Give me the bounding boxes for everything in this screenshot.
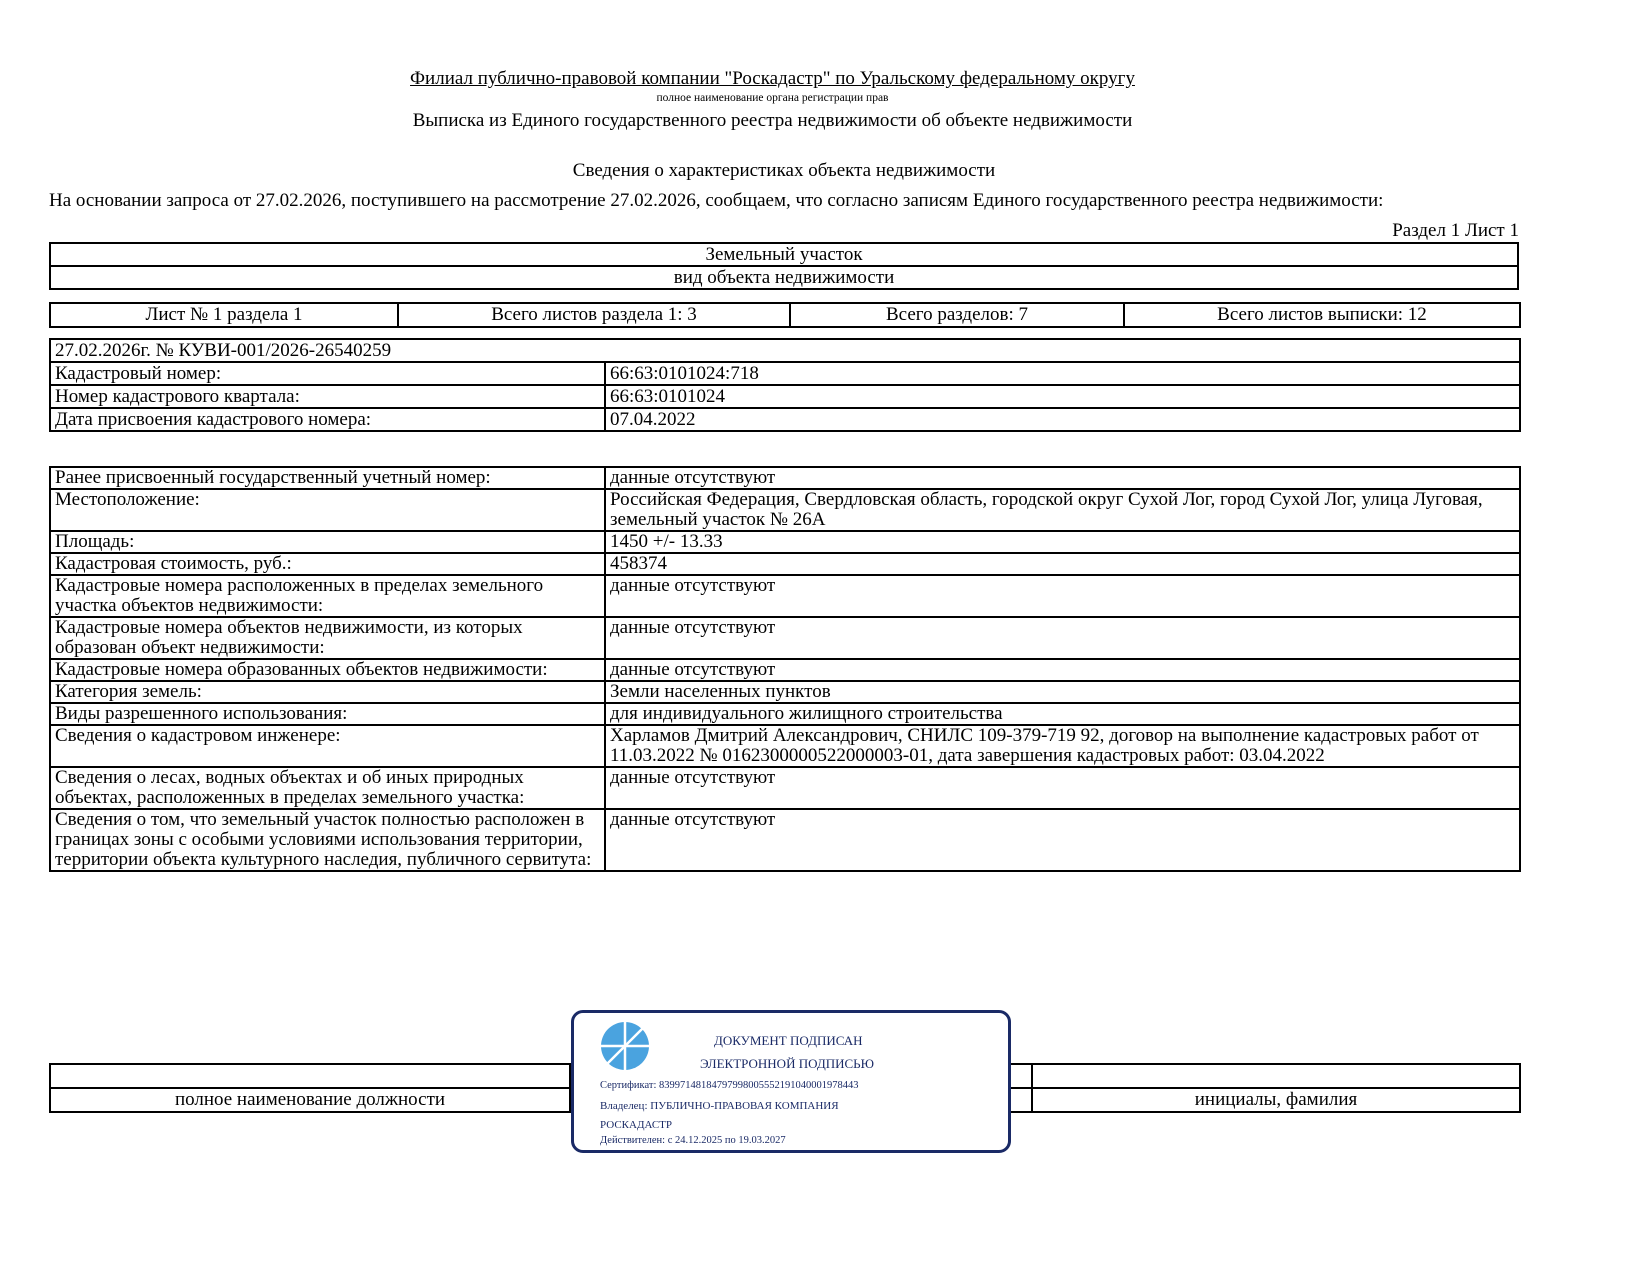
document-number: 27.02.2026г. № КУВИ-001/2026-26540259 — [50, 339, 1520, 362]
table-row — [50, 553, 1520, 575]
char-label: Кадастровая стоимость, руб.: — [50, 553, 605, 575]
char-value: Земли населенных пунктов — [605, 681, 1520, 703]
request-basis: На основании запроса от 27.02.2026, поступившего на рассмотрение 27.02.2026, сообщаем, что согласно записям Единого государственного реестра недвижимости: — [49, 190, 1384, 211]
name-label: инициалы, фамилия — [1032, 1088, 1520, 1112]
char-label: Сведения о лесах, водных объектах и об иных природных объектах, расположенных в пределах земельного участка: — [50, 767, 605, 809]
electronic-signature-stamp — [571, 1010, 1011, 1153]
char-value: 1450 +/- 13.33 — [605, 531, 1520, 553]
identification-table — [49, 338, 1521, 432]
char-label: Виды разрешенного использования: — [50, 703, 605, 725]
document-title: Выписка из Единого государственного реестра недвижимости об объекте недвижимости — [412, 110, 1133, 131]
ident-value: 07.04.2022 — [605, 408, 1520, 431]
char-value: данные отсутствуют — [605, 575, 1520, 617]
table-row — [50, 703, 1520, 725]
table-row — [50, 725, 1520, 767]
char-value: данные отсутствуют — [605, 809, 1520, 871]
char-label: Площадь: — [50, 531, 605, 553]
object-type: Земельный участок — [50, 243, 1518, 266]
char-label: Кадастровые номера расположенных в пределах земельного участка объектов недвижимости: — [50, 575, 605, 617]
document-subtitle: Сведения о характеристиках объекта недвижимости — [572, 160, 996, 181]
char-label: Сведения о кадастровом инженере: — [50, 725, 605, 767]
characteristics-table — [49, 466, 1521, 872]
char-value: Харламов Дмитрий Александрович, СНИЛС 109-379-719 92, договор на выполнение кадастровых работ от 11.03.2022 № 0162300000522000003-01, дата завершения кадастровых работ: 03.04.2022 — [605, 725, 1520, 767]
ident-value: 66:63:0101024:718 — [605, 362, 1520, 385]
sections-total: Всего разделов: 7 — [790, 303, 1124, 327]
char-label: Сведения о том, что земельный участок полностью расположен в границах зоны с особыми условиями использования территории, территории объекта культурного наследия, публичного сервитута: — [50, 809, 605, 871]
char-value: данные отсутствуют — [605, 767, 1520, 809]
stamp-owner-name: РОСКАДАСТР — [600, 1119, 673, 1131]
ident-value: 66:63:0101024 — [605, 385, 1520, 408]
table-row — [50, 617, 1520, 659]
stamp-certificate: Сертификат: 83997148184797998005552191040001978443 — [600, 1080, 859, 1091]
section-sheet: Раздел 1 Лист 1 — [1392, 220, 1519, 241]
char-label: Кадастровые номера образованных объектов недвижимости: — [50, 659, 605, 681]
char-value: Российская Федерация, Свердловская область, городской округ Сухой Лог, город Сухой Лог, улица Луговая, земельный участок № 26А — [605, 489, 1520, 531]
roskadastr-logo-icon — [600, 1021, 650, 1076]
section-sheets-total: Всего листов раздела 1: 3 — [398, 303, 790, 327]
char-value: 458374 — [605, 553, 1520, 575]
char-label: Ранее присвоенный государственный учетный номер: — [50, 467, 605, 489]
stamp-validity: Действителен: с 24.12.2025 по 19.03.2027 — [600, 1135, 786, 1146]
table-row — [50, 767, 1520, 809]
name-field — [1032, 1064, 1520, 1088]
position-field — [50, 1064, 570, 1088]
sheet-info-table — [49, 302, 1521, 328]
char-label: Местоположение: — [50, 489, 605, 531]
ident-label: Номер кадастрового квартала: — [50, 385, 605, 408]
ident-label: Кадастровый номер: — [50, 362, 605, 385]
position-label: полное наименование должности — [50, 1088, 570, 1112]
organization-note: полное наименование органа регистрации прав — [656, 92, 889, 104]
table-row — [50, 575, 1520, 617]
char-label: Категория земель: — [50, 681, 605, 703]
table-row — [50, 681, 1520, 703]
char-value: данные отсутствуют — [605, 659, 1520, 681]
table-row — [50, 467, 1520, 489]
stamp-line-1: ДОКУМЕНТ ПОДПИСАН — [714, 1033, 863, 1048]
sheet-number: Лист № 1 раздела 1 — [50, 303, 398, 327]
char-value: данные отсутствуют — [605, 617, 1520, 659]
table-row — [50, 489, 1520, 531]
table-row — [50, 809, 1520, 871]
extract-sheets-total: Всего листов выписки: 12 — [1124, 303, 1520, 327]
stamp-owner: Владелец: ПУБЛИЧНО-ПРАВОВАЯ КОМПАНИЯ — [600, 1100, 839, 1112]
table-row — [50, 531, 1520, 553]
stamp-line-2: ЭЛЕКТРОННОЙ ПОДПИСЬЮ — [700, 1056, 874, 1071]
char-value: для индивидуального жилищного строительства — [605, 703, 1520, 725]
table-row — [50, 659, 1520, 681]
object-type-note: вид объекта недвижимости — [50, 266, 1518, 289]
char-value: данные отсутствуют — [605, 467, 1520, 489]
organization-name: Филиал публично-правовой компании "Роскадастр" по Уральскому федеральному округу — [410, 68, 1135, 89]
object-type-table — [49, 242, 1519, 290]
ident-label: Дата присвоения кадастрового номера: — [50, 408, 605, 431]
char-label: Кадастровые номера объектов недвижимости, из которых образован объект недвижимости: — [50, 617, 605, 659]
